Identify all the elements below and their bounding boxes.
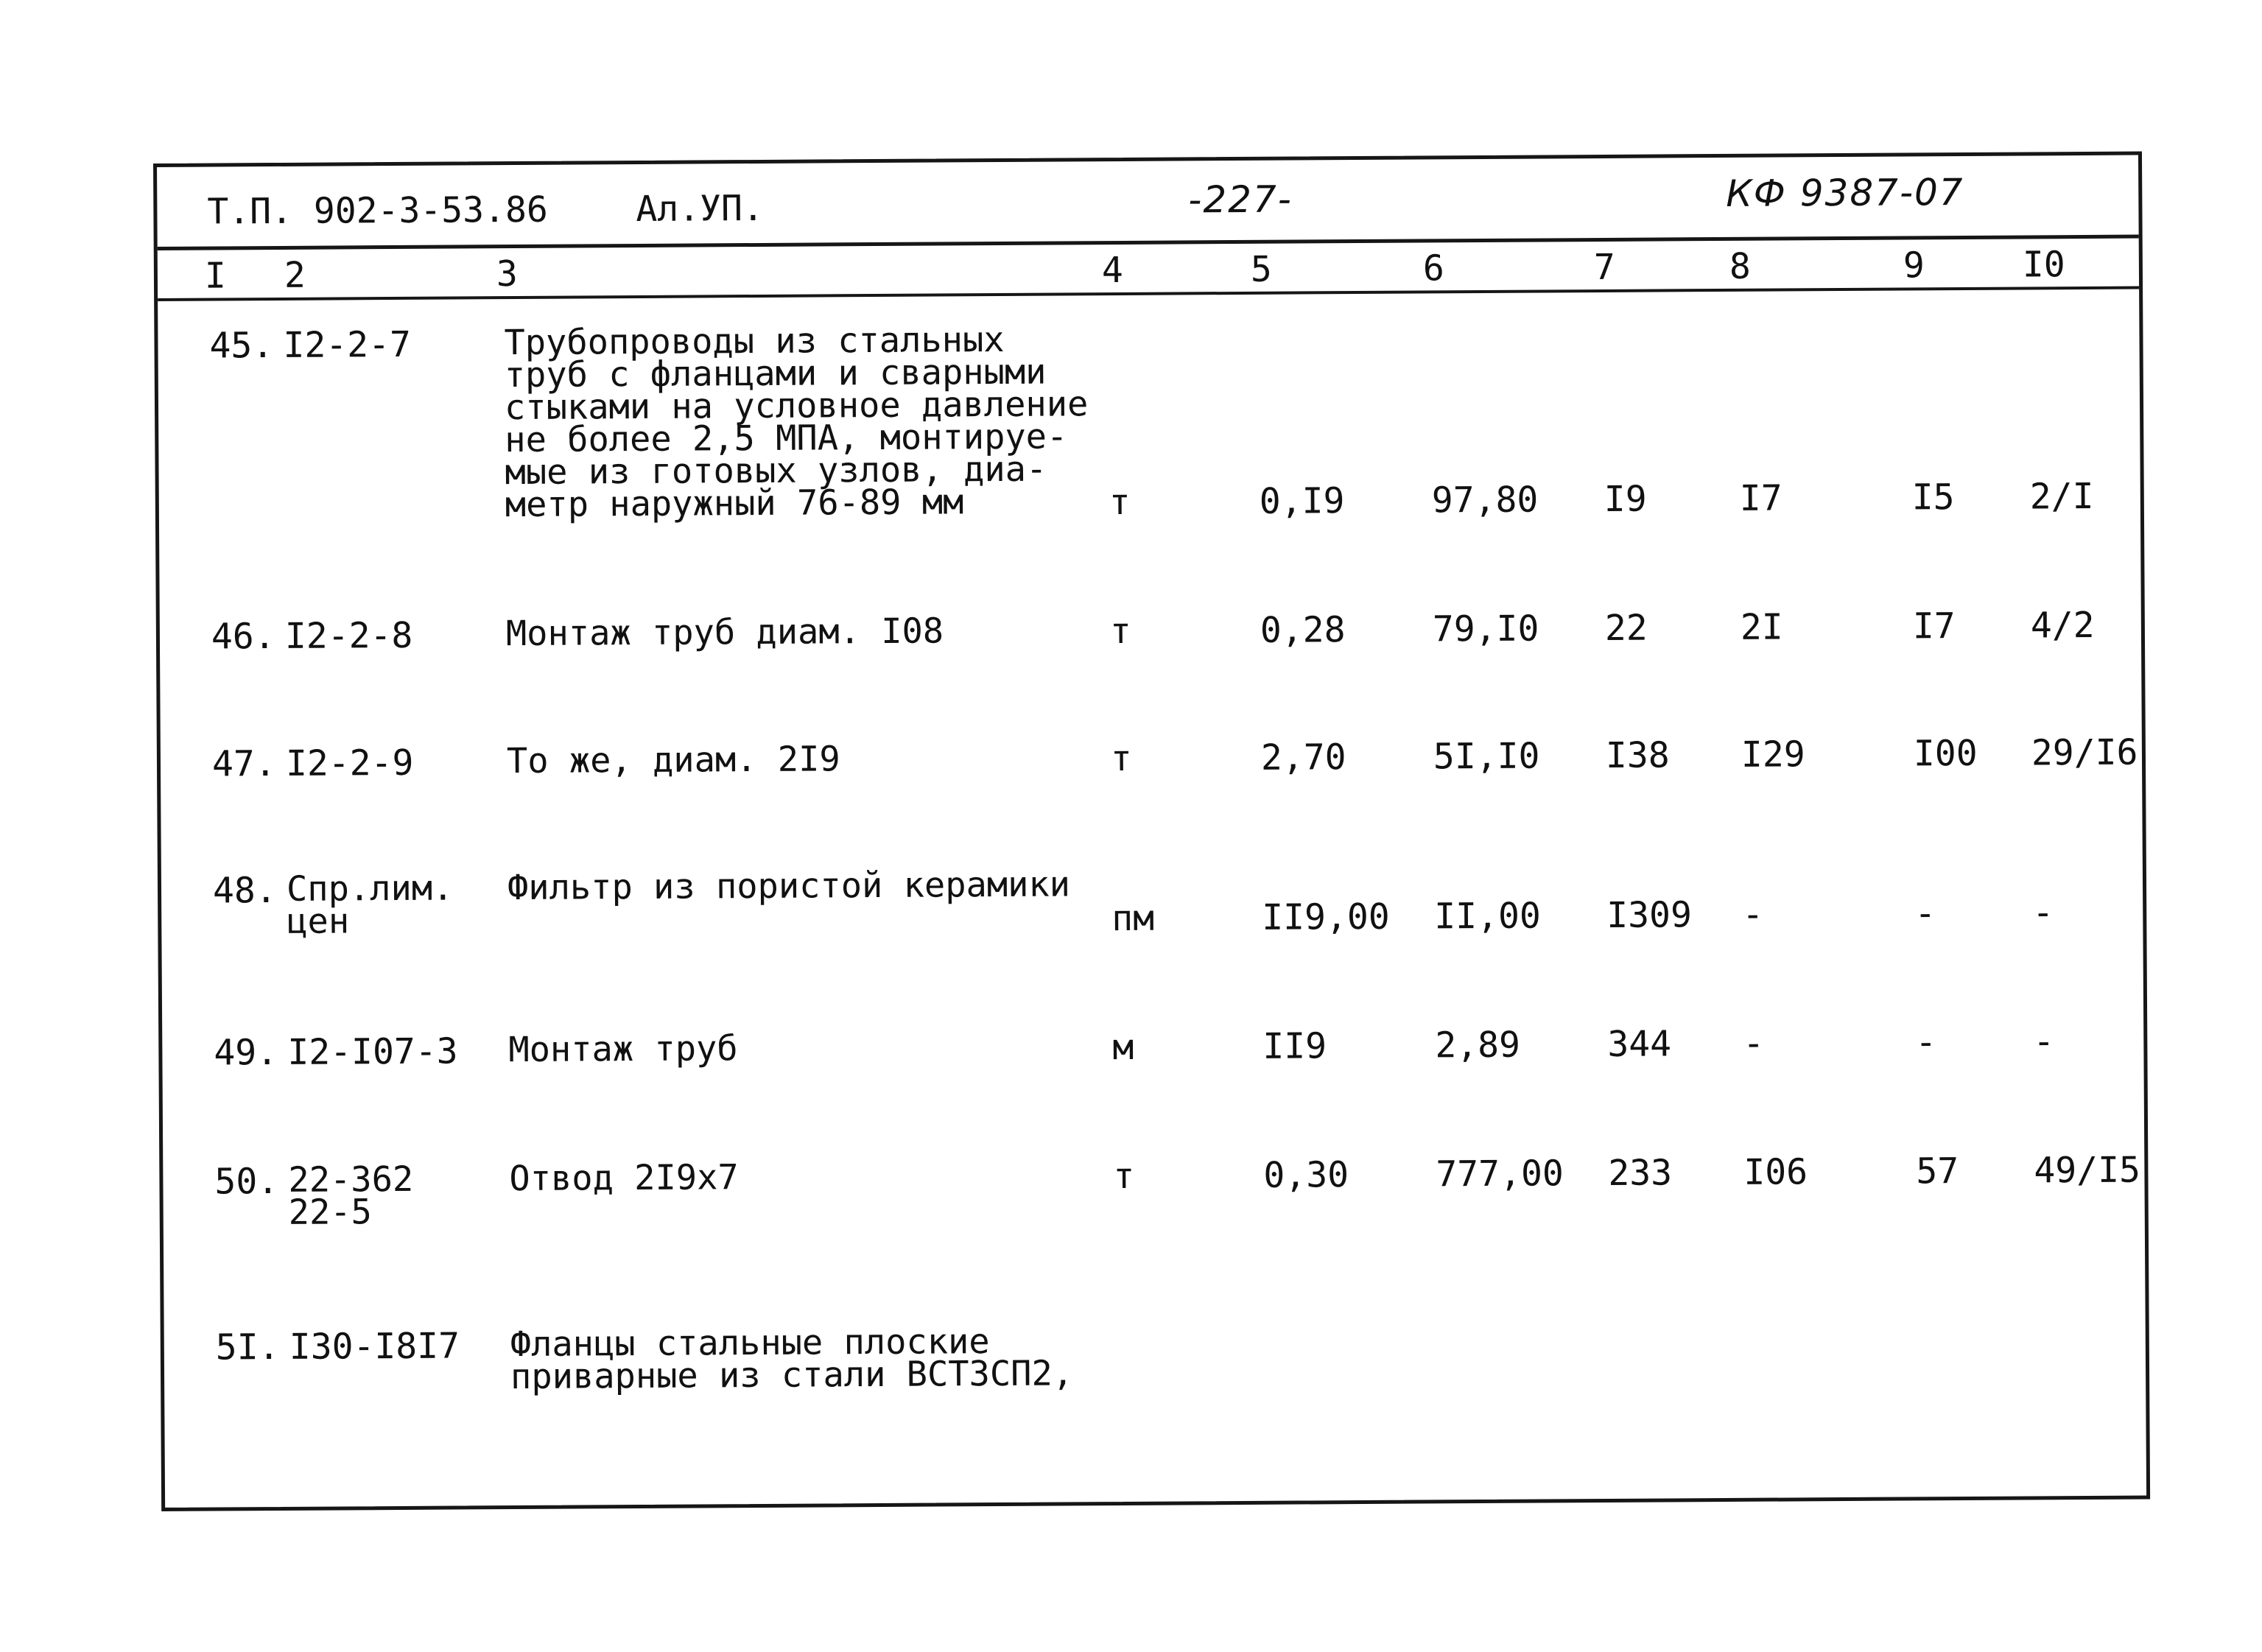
unit-price: 97,80 bbox=[1431, 479, 1539, 521]
column-header-divider bbox=[158, 287, 2139, 301]
doc-code: Т.П. 902-3-53.86 bbox=[207, 189, 548, 233]
rate-code: I30-I8I7 bbox=[289, 1325, 460, 1368]
row-number: 5I. bbox=[215, 1326, 280, 1368]
column-header: I bbox=[204, 255, 227, 297]
row-number: 45. bbox=[209, 325, 274, 367]
quantity: 0,I9 bbox=[1259, 480, 1345, 522]
col9-value: I7 bbox=[1912, 605, 1956, 647]
col9-value: I00 bbox=[1913, 732, 1978, 775]
col8-value: I29 bbox=[1741, 734, 1805, 776]
col7-value: 233 bbox=[1608, 1152, 1673, 1194]
col8-value: 2I bbox=[1740, 606, 1783, 648]
work-description: То же, диам. 2I9 bbox=[506, 739, 840, 782]
col7-value: I9 bbox=[1604, 478, 1647, 520]
col9-value: - bbox=[1915, 1022, 1937, 1064]
quantity: II9 bbox=[1262, 1025, 1327, 1067]
unit-price: 79,I0 bbox=[1432, 608, 1539, 650]
column-header: 5 bbox=[1250, 248, 1272, 290]
work-description: Монтаж труб bbox=[508, 1028, 738, 1071]
quantity: 0,30 bbox=[1263, 1154, 1349, 1196]
col8-value: - bbox=[1743, 1022, 1765, 1064]
col9-value: I5 bbox=[1911, 477, 1955, 519]
page-number: -227- bbox=[1188, 177, 1293, 222]
quantity: 0,28 bbox=[1260, 609, 1346, 651]
rate-code: I2-2-7 bbox=[283, 323, 412, 366]
rate-code: 22-362 22-5 bbox=[288, 1159, 414, 1233]
quantity: II9,00 bbox=[1262, 896, 1390, 938]
work-description: Отвод 2I9x7 bbox=[509, 1157, 739, 1200]
col7-value: I309 bbox=[1606, 894, 1693, 936]
col10-value: - bbox=[2032, 892, 2054, 934]
row-number: 50. bbox=[214, 1160, 279, 1203]
column-header: 8 bbox=[1729, 245, 1751, 287]
unit-price: 5I,I0 bbox=[1433, 735, 1540, 778]
rate-code: I2-2-8 bbox=[284, 614, 413, 657]
unit: т bbox=[1109, 481, 1131, 524]
col8-value: I06 bbox=[1743, 1151, 1808, 1193]
unit: т bbox=[1109, 610, 1131, 653]
unit: пм bbox=[1111, 897, 1155, 940]
column-header: 2 bbox=[284, 254, 306, 296]
col9-value: 57 bbox=[1916, 1150, 1959, 1192]
col10-value: 4/2 bbox=[2030, 604, 2095, 647]
row-number: 47. bbox=[211, 742, 276, 785]
unit-price: II,00 bbox=[1434, 895, 1541, 938]
quantity: 2,70 bbox=[1260, 737, 1346, 778]
row-number: 46. bbox=[211, 616, 275, 658]
document-frame bbox=[153, 152, 2150, 1511]
unit: т bbox=[1113, 1155, 1135, 1198]
column-header: I0 bbox=[2022, 244, 2065, 286]
work-description: Трубопроводы из стальных труб с фланцами и сварными стыками на условное давление не более 2,5 МПА, монтируе- мые из готовых узлов, диа- метр наружный 76-89 мм bbox=[504, 319, 1089, 526]
row-number: 49. bbox=[214, 1031, 278, 1074]
unit: м bbox=[1112, 1026, 1134, 1069]
header-divider bbox=[158, 235, 2139, 250]
column-header: 3 bbox=[496, 253, 519, 295]
work-description: Фильтр из пористой керамики bbox=[507, 864, 1071, 909]
archive-code: КФ 9387-07 bbox=[1726, 170, 1964, 215]
col9-value: - bbox=[1914, 893, 1936, 935]
row-number: 48. bbox=[212, 869, 277, 912]
col8-value: I7 bbox=[1739, 477, 1782, 519]
col7-value: I38 bbox=[1605, 734, 1670, 776]
album-label: Ал.УП. bbox=[636, 187, 764, 230]
col8-value: - bbox=[1742, 893, 1764, 935]
work-description: Монтаж труб диам. I08 bbox=[505, 611, 944, 655]
col10-value: - bbox=[2033, 1021, 2055, 1063]
work-description: Фланцы стальные плоские приварные из стали ВСТ3СП2, bbox=[510, 1321, 1074, 1398]
unit-price: 2,89 bbox=[1435, 1024, 1521, 1066]
column-header: 4 bbox=[1101, 249, 1123, 292]
col10-value: 29/I6 bbox=[2031, 731, 2138, 774]
rate-code: I2-I07-3 bbox=[287, 1030, 458, 1073]
col10-value: 49/I5 bbox=[2034, 1149, 2141, 1192]
col7-value: 344 bbox=[1607, 1023, 1672, 1065]
column-header: 9 bbox=[1903, 245, 1925, 287]
unit-price: 777,00 bbox=[1436, 1153, 1564, 1195]
col7-value: 22 bbox=[1604, 607, 1648, 649]
column-header: 7 bbox=[1593, 246, 1615, 289]
rate-code: I2-2-9 bbox=[285, 742, 414, 784]
unit: т bbox=[1110, 737, 1133, 780]
rate-code: Спр.лим. цен bbox=[286, 868, 454, 942]
col10-value: 2/I bbox=[2029, 475, 2094, 518]
column-header: 6 bbox=[1422, 247, 1444, 289]
